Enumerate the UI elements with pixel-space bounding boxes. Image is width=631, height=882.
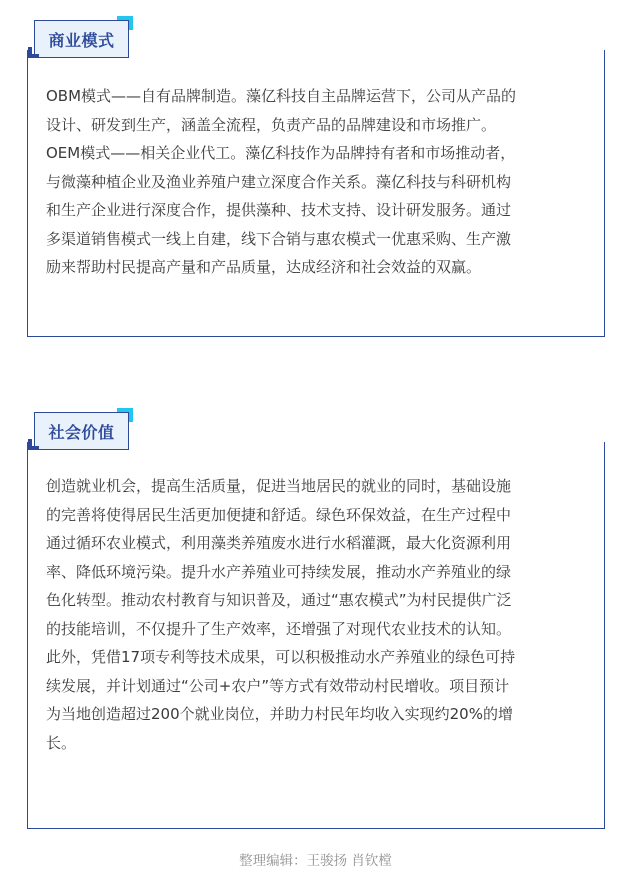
text-line: 的完善将使得居民生活更加便捷和舒适。绿色环保效益，在生产过程中	[46, 505, 512, 524]
text-line: 创造就业机会，提高生活质量，促进当地居民的就业的同时，基础设施	[46, 477, 512, 495]
section-title: 商业模式	[48, 30, 115, 50]
section-title: 社会价值	[48, 422, 115, 442]
section-body	[46, 82, 591, 282]
text-line: OBM模式——自有品牌制造。藻亿科技自主品牌运营下，公司从产品的	[46, 87, 517, 105]
section-title-box	[34, 412, 129, 450]
text-line: 为当地创造超过200个就业岗位，并助力村民年均收入实现约20%的增	[46, 705, 513, 723]
text-line: 续发展，并计划通过“公司+农户”等方式有效带动村民增收。项目预计	[46, 676, 510, 695]
text-line: 设计、研发到生产，涵盖全流程，负责产品的品牌建设和市场推广。	[46, 115, 497, 134]
corner-accent	[28, 439, 39, 450]
text-line: 色化转型。推动农村教育与知识普及，通过“惠农模式”为村民提供广泛	[46, 591, 512, 609]
section-title-box	[34, 20, 129, 58]
text-line: 的技能培训，不仅提升了生产效率，还增强了对现代农业技术的认知。	[46, 619, 512, 638]
text-line: 多渠道销售模式一线上自建，线下合销与惠农模式一优惠采购、生产激	[46, 229, 512, 248]
text-line: 与微藻种植企业及渔业养殖户建立深度合作关系。藻亿科技与科研机构	[46, 172, 512, 191]
text-line: 励来帮助村民提高产量和产品质量，达成经济和社会效益的双赢。	[46, 258, 482, 276]
section-body	[46, 472, 591, 757]
corner-accent	[28, 47, 39, 58]
section-social-value	[0, 400, 631, 840]
text-line: 和生产企业进行深度合作，提供藻种、技术支持、设计研发服务。通过	[46, 201, 512, 219]
text-line: 长。	[46, 733, 77, 752]
text-line: OEM模式——相关企业代工。藻亿科技作为品牌持有者和市场推动者，	[46, 144, 516, 162]
section-business-model	[0, 0, 631, 345]
text-line: 率、降低环境污染。提升水产养殖业可持续发展，推动水产养殖业的绿	[46, 562, 512, 581]
text-line: 通过循环农业模式，利用藻类养殖废水进行水稻灌溉，最大化资源利用	[46, 534, 512, 552]
text-line: 此外，凭借17项专利等技术成果，可以积极推动水产养殖业的绿色可持	[46, 648, 516, 666]
editor-credit: 整理编辑：王骏扬 肖钦樘	[239, 853, 392, 869]
